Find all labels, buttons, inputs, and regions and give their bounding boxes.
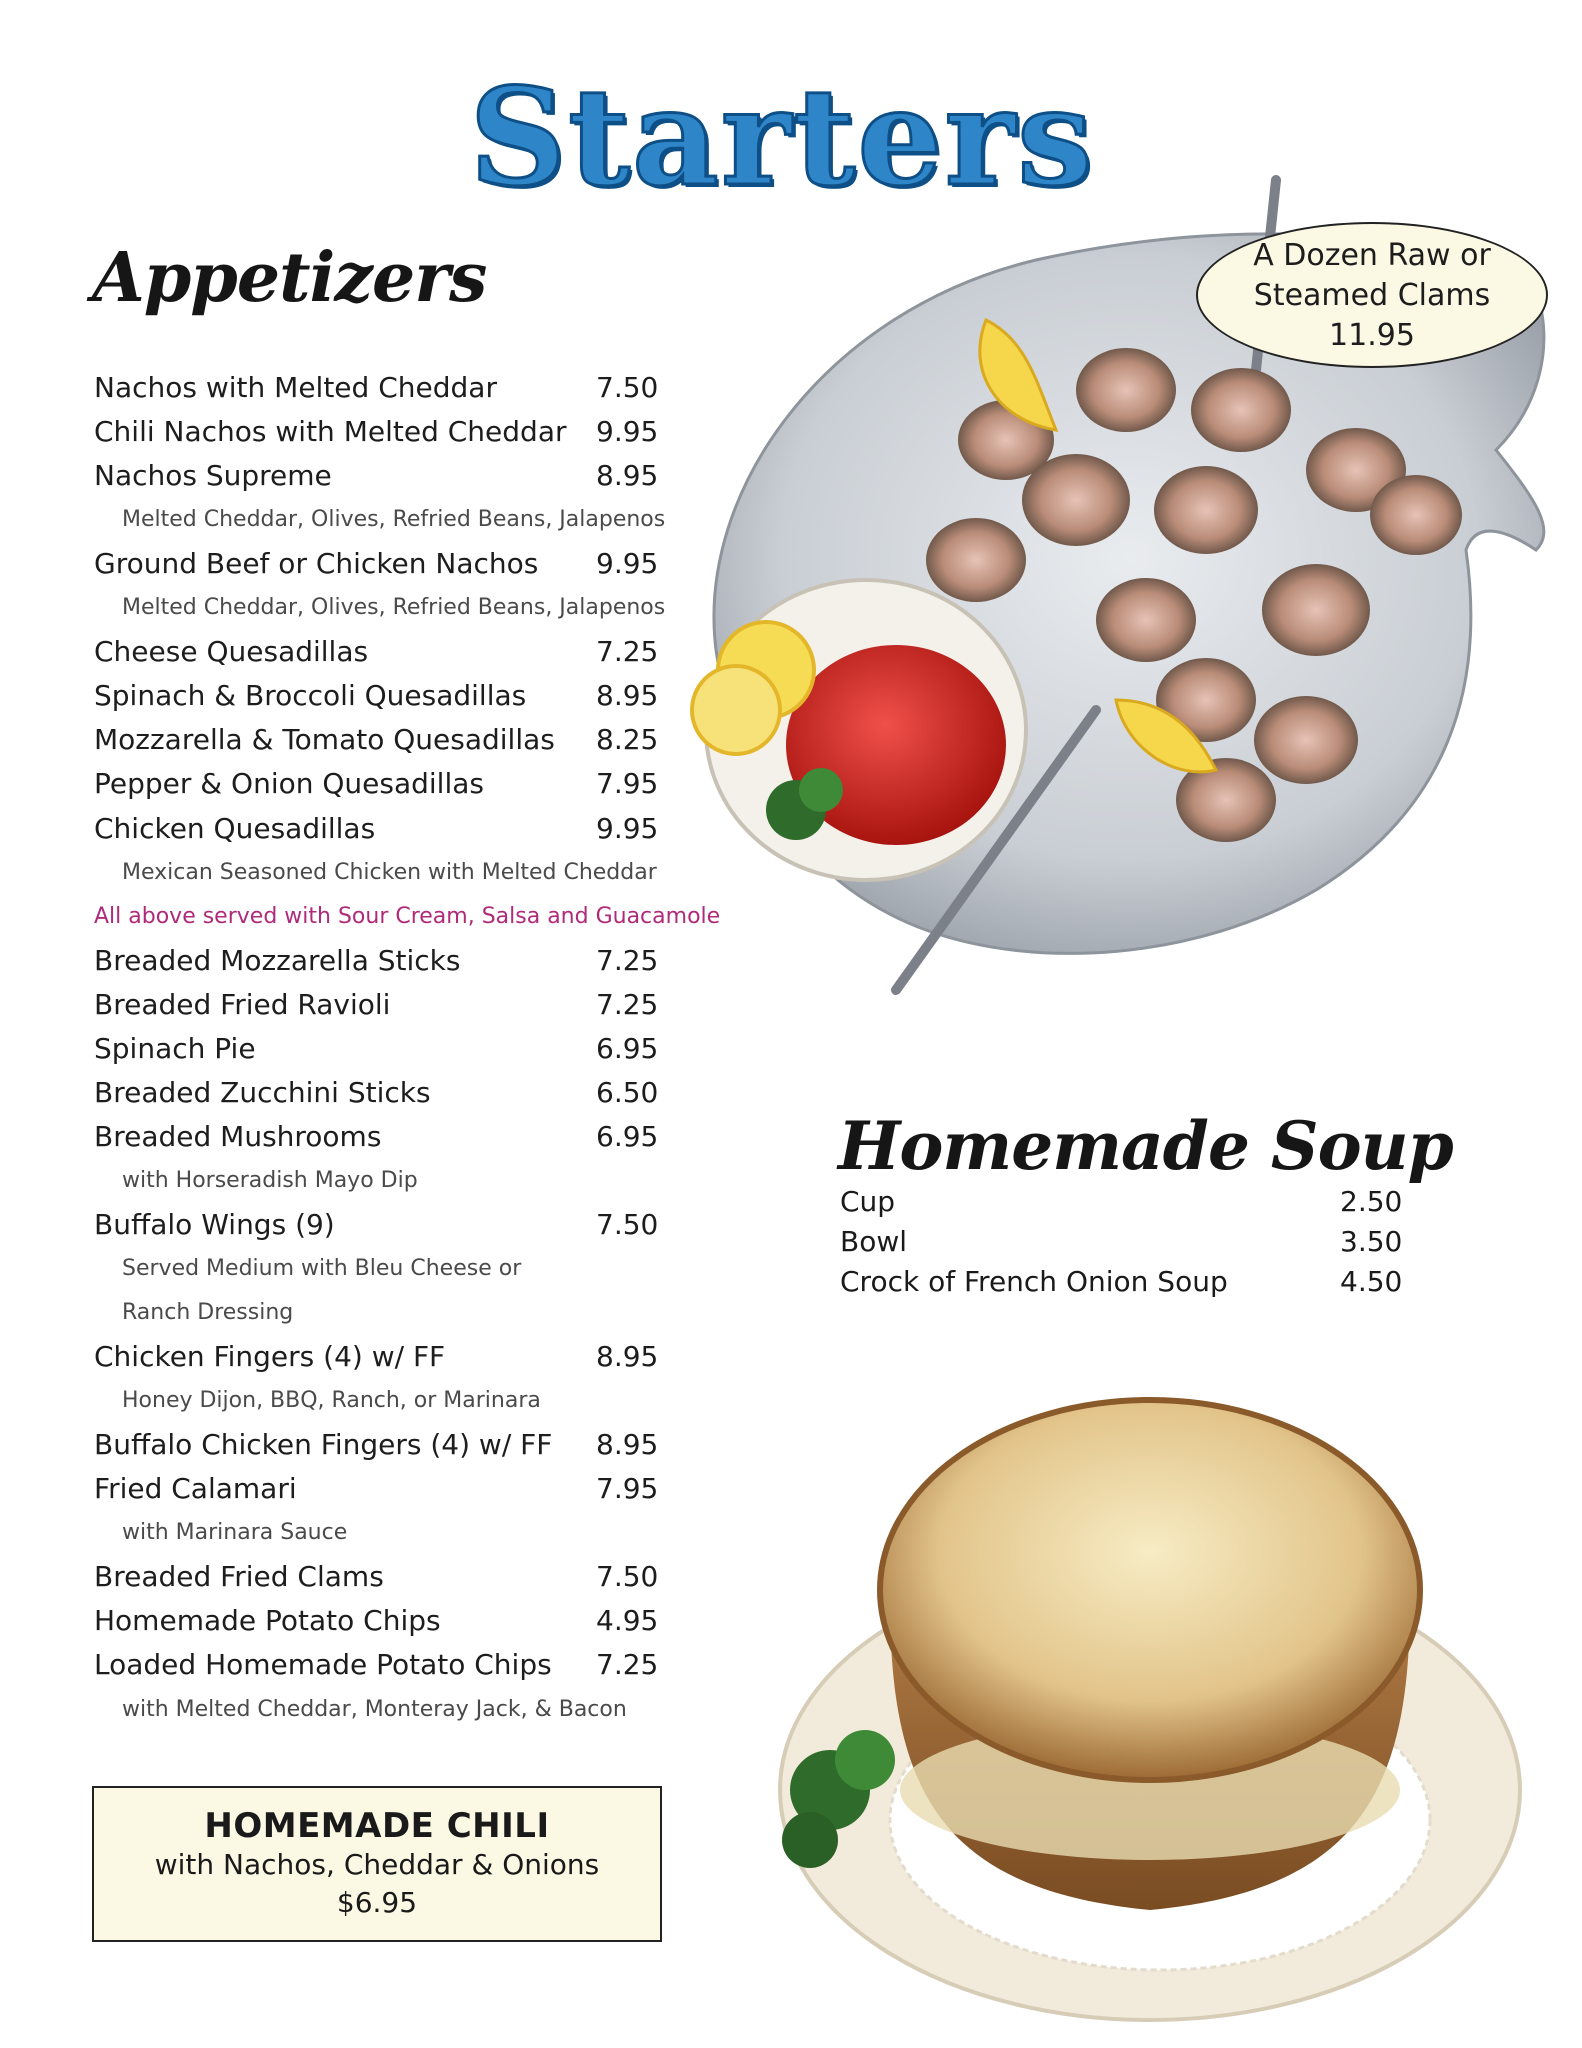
- menu-item-name: Breaded Fried Clams: [94, 1560, 384, 1593]
- chili-title: HOMEMADE CHILI: [204, 1806, 550, 1846]
- chili-price: $6.95: [336, 1886, 418, 1919]
- soup-item-price: 4.50: [1340, 1265, 1403, 1298]
- clams-callout: [1196, 222, 1548, 368]
- menu-item-note: Ranch Dressing: [122, 1300, 294, 1325]
- menu-item-name: Homemade Potato Chips: [94, 1604, 441, 1637]
- menu-item-name: Pepper & Onion Quesadillas: [94, 767, 484, 800]
- menu-item-note: with Melted Cheddar, Monteray Jack, & Bacon: [122, 1697, 627, 1722]
- menu-item-name: Ground Beef or Chicken Nachos: [94, 547, 539, 580]
- menu-item-price: 8.95: [596, 1340, 659, 1373]
- menu-item-price: 6.95: [596, 1120, 659, 1153]
- served-with-note: All above served with Sour Cream, Salsa and Guacamole: [94, 904, 721, 929]
- menu-item-price: 9.95: [596, 547, 659, 580]
- menu-item-name: Loaded Homemade Potato Chips: [94, 1648, 552, 1681]
- menu-item-name: Nachos with Melted Cheddar: [94, 371, 497, 404]
- menu-item-price: 7.50: [596, 1560, 659, 1593]
- menu-item-price: 7.95: [596, 767, 659, 800]
- menu-item-name: Nachos Supreme: [94, 459, 332, 492]
- menu-item-price: 7.25: [596, 635, 659, 668]
- menu-item-note: with Marinara Sauce: [122, 1520, 348, 1545]
- menu-item-price: 6.50: [596, 1076, 659, 1109]
- menu-item-name: Buffalo Chicken Fingers (4) w/ FF: [94, 1428, 553, 1461]
- homemade-chili-box: [92, 1786, 662, 1942]
- menu-item-note: Melted Cheddar, Olives, Refried Beans, Jalapenos: [122, 507, 666, 532]
- menu-item-note: with Horseradish Mayo Dip: [122, 1168, 418, 1193]
- menu-item-note: Melted Cheddar, Olives, Refried Beans, Jalapenos: [122, 595, 666, 620]
- menu-item-name: Chicken Quesadillas: [94, 812, 376, 845]
- menu-item-name: Chicken Fingers (4) w/ FF: [94, 1340, 446, 1373]
- menu-item-note: Served Medium with Bleu Cheese or: [122, 1256, 522, 1281]
- menu-item-price: 7.25: [596, 1648, 659, 1681]
- clams-callout-price: 11.95: [1329, 318, 1415, 353]
- soup-item-name: Bowl: [840, 1225, 908, 1258]
- appetizers-heading: Appetizers: [92, 238, 487, 318]
- soup-item-price: 3.50: [1340, 1225, 1403, 1258]
- menu-item-price: 8.95: [596, 679, 659, 712]
- soup-item-price: 2.50: [1340, 1185, 1403, 1218]
- menu-item-name: Spinach & Broccoli Quesadillas: [94, 679, 527, 712]
- menu-item-price: 8.95: [596, 459, 659, 492]
- menu-item-name: Cheese Quesadillas: [94, 635, 369, 668]
- menu-item-price: 7.50: [596, 371, 659, 404]
- menu-item-price: 6.95: [596, 1032, 659, 1065]
- menu-item-name: Buffalo Wings (9): [94, 1208, 335, 1241]
- menu-item-price: 4.95: [596, 1604, 659, 1637]
- menu-item-price: 9.95: [596, 415, 659, 448]
- menu-item-price: 9.95: [596, 812, 659, 845]
- menu-item-name: Breaded Fried Ravioli: [94, 988, 391, 1021]
- clams-callout-line1: A Dozen Raw or: [1253, 238, 1491, 273]
- menu-item-name: Breaded Zucchini Sticks: [94, 1076, 431, 1109]
- menu-item-name: Breaded Mozzarella Sticks: [94, 944, 461, 977]
- menu-item-price: 7.25: [596, 944, 659, 977]
- menu-item-price: 7.25: [596, 988, 659, 1021]
- menu-item-note: Mexican Seasoned Chicken with Melted Cheddar: [122, 860, 657, 885]
- menu-item-name: Spinach Pie: [94, 1032, 256, 1065]
- homemade-soup-heading: Homemade Soup: [838, 1107, 1453, 1185]
- menu-item-name: Mozzarella & Tomato Quesadillas: [94, 723, 555, 756]
- chili-description: with Nachos, Cheddar & Onions: [154, 1848, 600, 1881]
- french-onion-soup-photo: [740, 1370, 1530, 2040]
- menu-item-name: Fried Calamari: [94, 1472, 297, 1505]
- menu-item-name: Chili Nachos with Melted Cheddar: [94, 415, 567, 448]
- soup-item-name: Crock of French Onion Soup: [840, 1265, 1228, 1298]
- menu-item-price: 8.95: [596, 1428, 659, 1461]
- menu-item-name: Breaded Mushrooms: [94, 1120, 382, 1153]
- menu-item-price: 8.25: [596, 723, 659, 756]
- menu-item-price: 7.95: [596, 1472, 659, 1505]
- menu-item-note: Honey Dijon, BBQ, Ranch, or Marinara: [122, 1388, 541, 1413]
- page-banner-title: Starters: [469, 58, 1095, 216]
- clams-callout-line2: Steamed Clams: [1253, 278, 1491, 313]
- menu-item-price: 7.50: [596, 1208, 659, 1241]
- soup-item-name: Cup: [840, 1185, 896, 1218]
